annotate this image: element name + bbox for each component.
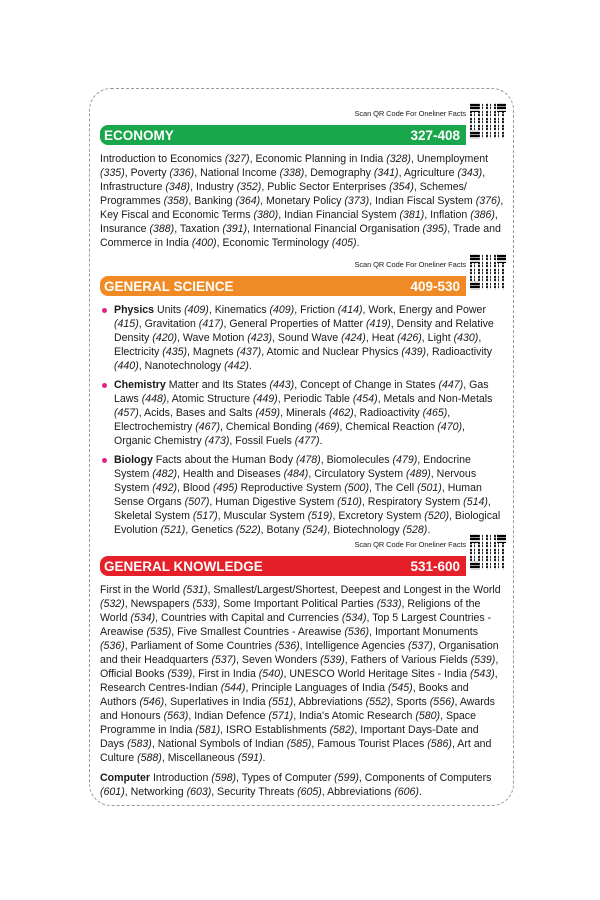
item-text: Matter and Its States (443), Concept of Change in States (447), Gas Laws (448), Atomic Structure (449), Periodic Table (454), Metals and Non-Metals (457), Acids, Bases and Salts (459), Minerals (462), Radioactivity (465), Electrochemistry (467), Chemical Bonding (469), Chemical Reaction (470), Organic Chemistry (473), Fossil Fuels (477). (114, 379, 493, 447)
qr-code-icon[interactable] (470, 534, 506, 570)
section-header-bar (100, 125, 466, 145)
page-range: 327-408 (410, 127, 460, 143)
item-text: Units (409), Kinematics (409), Friction (414), Work, Energy and Power (415), Gravitation (417), General Properties of Matter (419), Density and Relative Density (420), Wave Motion (423), Sound Wave (424), Heat (426), Light (430), Electricity (435), Magnets (437), Atomic and Nuclear Physics (439), Radioactivity (440), Nanotechnology (442). (114, 304, 494, 372)
section-title: GENERAL KNOWLEDGE (104, 558, 263, 574)
section-body (100, 303, 506, 537)
section-header-bar (100, 556, 466, 576)
list-item-physics (100, 303, 504, 373)
qr-code-icon[interactable] (470, 103, 506, 139)
section-title: GENERAL SCIENCE (104, 278, 234, 294)
bullet-icon (102, 383, 107, 388)
section-title: ECONOMY (104, 127, 174, 143)
qr-caption: Scan QR Code For Oneliner Facts (354, 540, 466, 549)
section-body: First in the World (531), Smallest/Largest/Shortest, Deepest and Longest in the World (532), Newspapers (533), Some Important Political Parties (533), Religions of the World (534), Countries with Capital and Currencies (534), Top 5 Largest Countries - Areawise (535), Five Smallest Countries - Areawise (536), Important Monuments (536), Parliament of Some Countries (536), Intelligence Agencies (537), Organisation and their Headquarters (537), Seven Wonders (539), Fathers of Various Fields (539), Official Books (539), First in India (540), UNESCO World Heritage Sites - India (543), Research Centres-Indian (544), Principle Languages of India (545), Books and Authors (546), Superlatives in India (551), Abbreviations (552), Sports (556), Awards and Honours (563), Indian Defence (571), India's Atomic Research (580), Space Programme in India (581), ISRO Establishments (582), Important Days-Date and Days (583), National Symbols of Indian (585), Famous Tourist Places (586), Art and Culture (588), Miscellaneous (591). (100, 584, 501, 764)
qr-caption: Scan QR Code For Oneliner Facts (354, 260, 466, 269)
page-range: 409-530 (410, 278, 460, 294)
qr-code-icon[interactable] (470, 254, 506, 290)
bullet-icon (102, 458, 107, 463)
list-item-chemistry (100, 378, 504, 448)
section-general-knowledge (100, 534, 506, 799)
computer-subsection (100, 771, 506, 799)
item-text: Introduction (598), Types of Computer (599), Components of Computers (601), Networking (603), Security Threats (605), Abbreviations (606). (100, 772, 492, 798)
list-item-biology (100, 453, 504, 537)
item-heading: Biology (114, 454, 153, 466)
item-text: Facts about the Human Body (478), Biomolecules (479), Endocrine System (482), Health and Diseases (484), Circulatory System (489), Nervous System (492), Blood (495) Reproductive System (500), The Cell (501), Human Sense Organs (507), Human Digestive System (510), Respiratory System (514), Skeletal System (517), Muscular System (519), Excretory System (520), Biological Evolution (521), Genetics (522), Botany (524), Biotechnology (528). (114, 454, 501, 536)
section-economy (100, 103, 506, 250)
page-range: 531-600 (410, 558, 460, 574)
item-heading: Chemistry (114, 379, 166, 391)
qr-row (100, 534, 506, 556)
section-header-bar (100, 276, 466, 296)
qr-row (100, 254, 506, 276)
qr-row (100, 103, 506, 125)
item-heading: Physics (114, 304, 155, 316)
item-heading: Computer (100, 772, 151, 784)
section-body: Introduction to Economics (327), Economic Planning in India (328), Unemployment (335), Poverty (336), National Income (338), Demography (341), Agriculture (343), Infrastructure (348), Industry (352), Public Sector Enterprises (354), Schemes/ Programmes (358), Banking (364), Monetary Policy (373), Indian Fiscal System (376), Key Fiscal and Economic Terms (380), Indian Financial System (381), Inflation (386), Insurance (388), Taxation (391), International Financial Organisation (395), Trade and Commerce in India (400), Economic Terminology (405). (100, 153, 504, 249)
bullet-icon (102, 308, 107, 313)
section-general-science (100, 254, 506, 542)
qr-caption: Scan QR Code For Oneliner Facts (354, 109, 466, 118)
